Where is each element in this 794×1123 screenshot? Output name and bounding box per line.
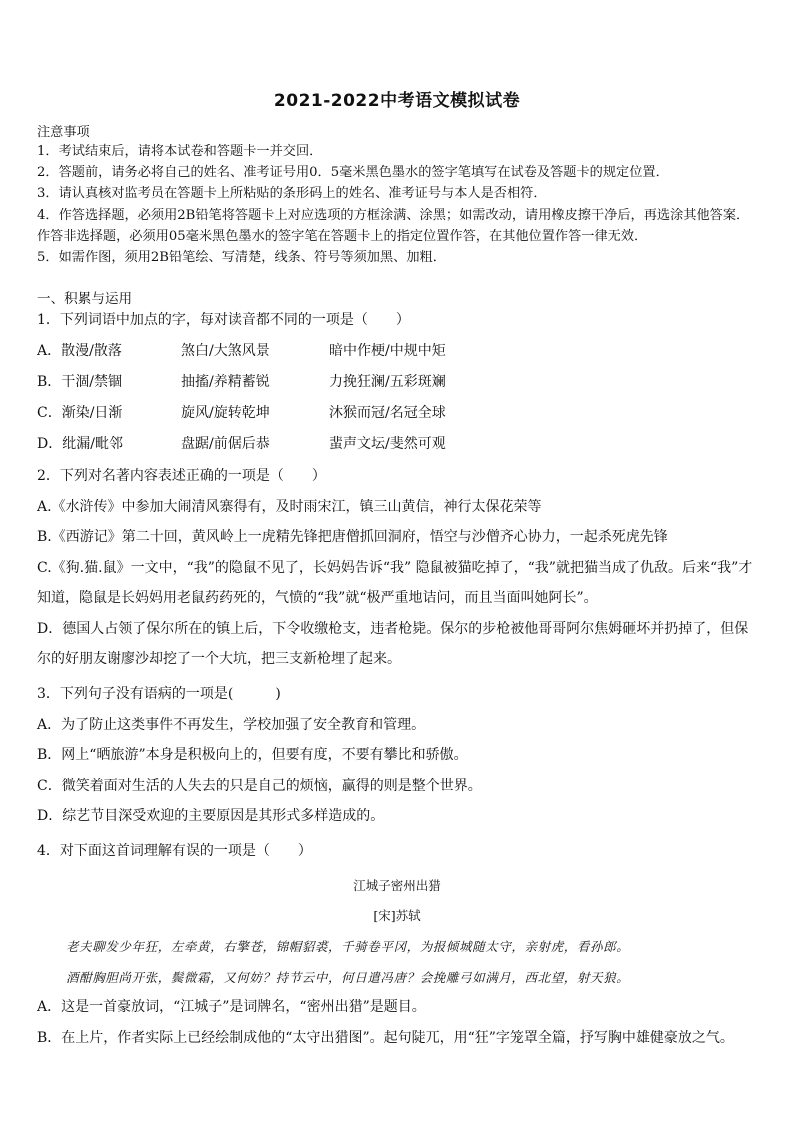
question-2: [37, 461, 759, 675]
notice-item: 2．答题前，请务必将自己的姓名、准考证号用0．5毫米黑色墨水的签字笔填写在试卷及答题卡的规定位置．: [37, 165, 669, 181]
question-2-option-b: B.《西游记》第二十回，黄风岭上一虎精先锋把唐僧抓回洞府，悟空与沙僧齐心协力，一起杀死虎先锋: [37, 529, 668, 545]
poem-line: 老夫聊发少年狂，左牵黄，右擎苍，锦帽貂裘，千骑卷平冈，为报倾城随太守，亲射虎，看孙郎。: [66, 939, 630, 954]
notice-list: [37, 141, 759, 268]
question-4-option-a: A．这是一首豪放词，“江城子”是词牌名，“密州出猎”是题目。: [37, 999, 426, 1015]
question-2-stem: 2．下列对名著内容表述正确的一项是（ ）: [37, 468, 326, 484]
notice-item: 4．作答选择题，必须用2B铅笔将答题卡上对应选项的方框涂满、涂黑；如需改动，请用橡皮擦干净后，再选涂其他答案．作答非选择题，必须用05毫米黑色墨水的签字笔在答题卡上的指定位置作答，在其他位置作答一律无效．: [37, 207, 750, 244]
question-1-option-a: A．散漫/散落 煞白/大煞风景 暗中作梗/中规中矩: [37, 343, 446, 359]
section-heading: 一、积累与运用: [37, 291, 133, 307]
question-4-options: [37, 992, 759, 1053]
question-4-stem: 4．对下面这首词理解有误的一项是（ ）: [37, 843, 312, 859]
question-2-option-a: A.《水浒传》中参加大闹清风寨得有，及时雨宋江，镇三山黄信，神行太保花荣等: [37, 498, 542, 515]
question-3: [37, 679, 759, 832]
question-4-option-b: B．在上片，作者实际上已经绘制成他的“太守出猎图”。起句陡兀，用“狂”字笼罩全篇，抒写胸中雄健豪放之气。: [37, 1029, 734, 1046]
question-1-option-b: B．干涸/禁锢 抽搐/养精蓄锐 力挽狂澜/五彩斑斓: [37, 374, 446, 390]
poem-line: 酒酣胸胆尚开张，鬓微霜，又何妨？持节云中，何日遣冯唐？会挽雕弓如满月，西北望，射天狼。: [66, 970, 630, 985]
question-3-option-d: D．综艺节目深受欢迎的主要原因是其形式多样造成的。: [37, 808, 385, 824]
poem-author: [宋]苏轼: [373, 908, 421, 923]
question-2-option-c: C.《狗.猫.鼠》一文中，“我”的隐鼠不见了，长妈妈告诉“我” 隐鼠被猫吃掉了，“我”就把猫当成了仇敌。后来“我”才知道，隐鼠是长妈妈用老鼠药药死的，气愤的“我”就“极严重地诘问，而且当面叫她阿长”。: [37, 559, 753, 606]
question-2-option-d: D．德国人占领了保尔所在的镇上后，下令收缴枪支，违者枪毙。保尔的步枪被他哥哥阿尔焦姆砸坏并扔掉了，但保尔的好朋友谢廖沙却挖了一个大坑，把三支新枪埋了起来。: [37, 620, 749, 667]
question-1-option-d: D．纰漏/毗邻 盘踞/前倨后恭 蜚声文坛/斐然可观: [37, 436, 446, 452]
question-3-option-b: B．网上“晒旅游”本身是积极向上的，但要有度，不要有攀比和骄傲。: [37, 747, 468, 763]
notice-item: 1．考试结束后，请将本试卷和答题卡一并交回．: [37, 144, 323, 159]
question-1-stem: 1．下列词语中加点的字，每对读音都不同的一项是（ ）: [37, 312, 410, 328]
question-1-option-c: C．渐染/日渐 旋风/旋转乾坤 沐猴而冠/名冠全球: [37, 405, 446, 421]
exam-title: 2021-2022中考语文模拟试卷: [273, 91, 521, 111]
notice-item: 5．如需作图，须用2B铅笔绘、写清楚，线条、符号等须加黑、加粗．: [37, 250, 446, 266]
question-3-option-a: A．为了防止这类事件不再发生，学校加强了安全教育和管理。: [37, 716, 426, 733]
poem-title: 江城子密州出猎: [353, 878, 441, 893]
question-3-stem: 3．下列句子没有语病的一项是( ): [37, 686, 281, 702]
question-3-option-c: C．微笑着面对生活的人失去的只是自己的烦恼，赢得的则是整个世界。: [37, 777, 482, 794]
notice-heading: 注意事项: [37, 125, 90, 140]
notice-item: 3．请认真核对监考员在答题卡上所粘贴的条形码上的姓名、准考证号与本人是否相符．: [37, 186, 547, 202]
